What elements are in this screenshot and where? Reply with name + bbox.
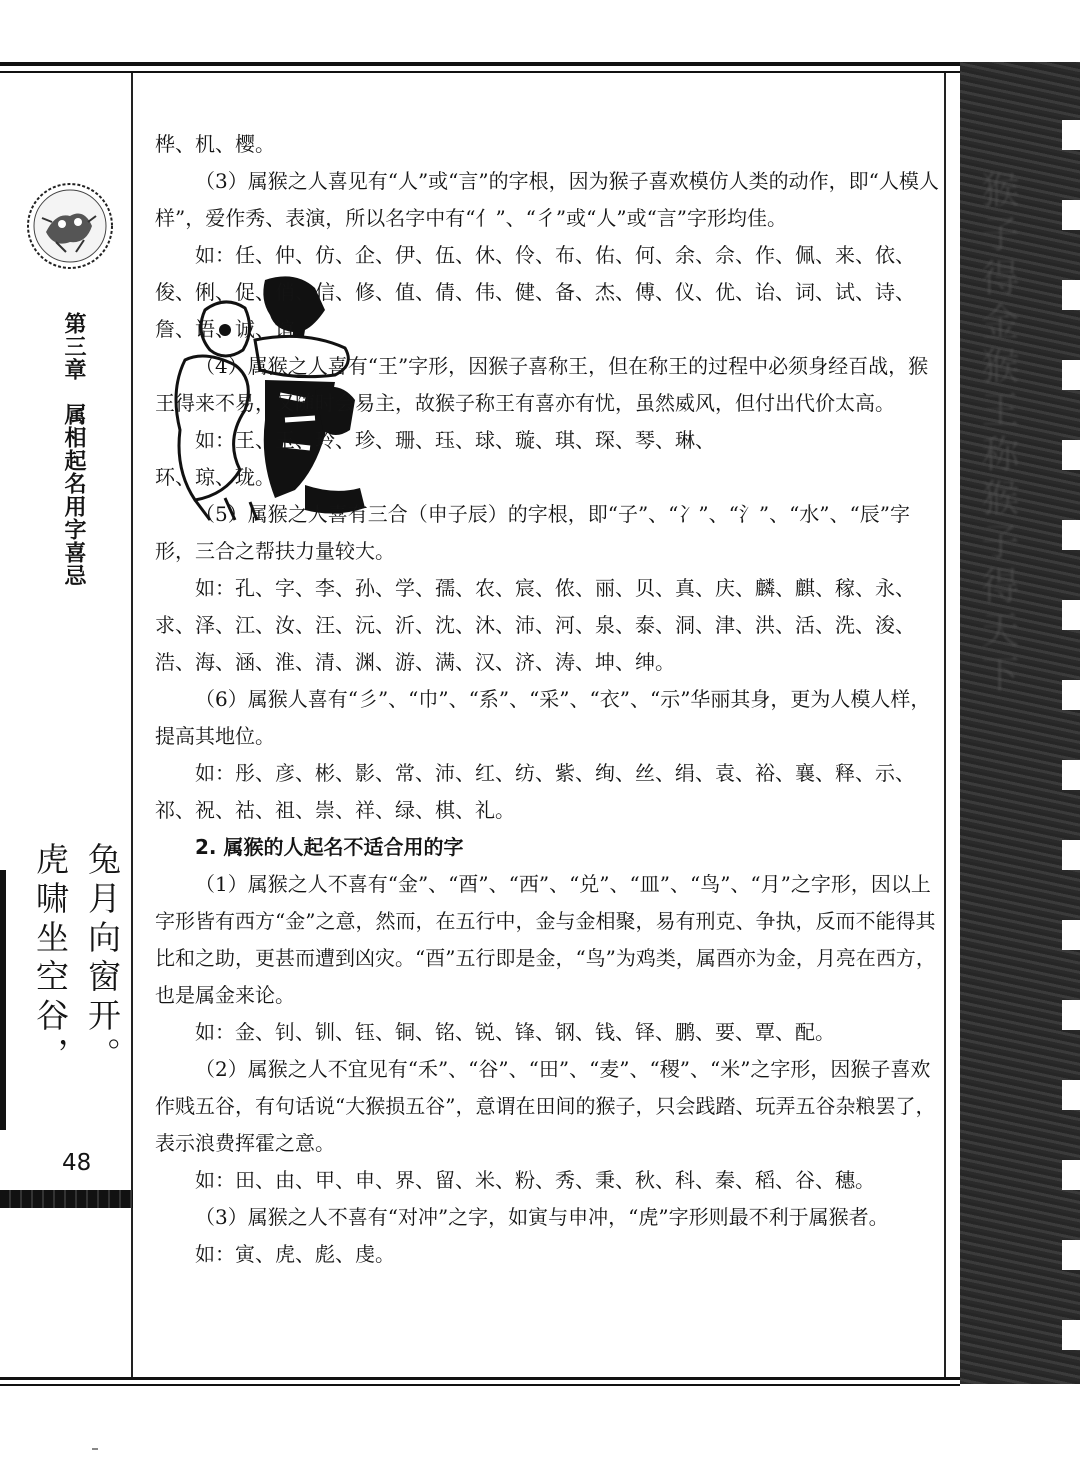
sprocket-hole <box>1062 1000 1080 1030</box>
top-rule-thin <box>0 71 960 73</box>
page-number-bar <box>0 1190 133 1208</box>
bottom-rule <box>0 1377 960 1380</box>
sprocket-hole <box>1062 1160 1080 1190</box>
sprocket-hole <box>1062 1080 1080 1110</box>
right-margin-line <box>944 73 946 1377</box>
left-margin-line <box>131 73 133 1377</box>
bottom-rule-thin <box>0 1384 960 1386</box>
main-text <box>155 126 940 1273</box>
avoid-examples-clash: 如：寅、虎、彪、虔。 <box>195 1242 395 1266</box>
chapter-tab <box>60 312 86 587</box>
sprocket-hole <box>1062 200 1080 230</box>
chapter-number: 第三章 <box>61 312 86 381</box>
examples-three-harmony: 如：孔、字、李、孙、学、孺、农、宸、侬、丽、贝、真、庆、麟、麒、稼、永、求、泽、江、汝、汪、沅、沂、沈、沐、沛、河、泉、泰、洞、津、洪、活、洗、浚、浩、海、涵、淮、清、渊、游、满、汉、济、涛、坤、绅。 <box>155 576 915 674</box>
scan-mark <box>92 1448 98 1450</box>
zodiac-emblem-icon <box>26 182 114 270</box>
film-strip-text: 猴子得金猴王称猴子得天下 <box>975 170 1019 698</box>
sprocket-hole <box>1062 520 1080 550</box>
chapter-title: 属相起名用字喜忌 <box>61 403 86 587</box>
text-continuation: 桦、机、樱。 <box>155 132 275 156</box>
poem-line-2: 虎啸坐空谷， <box>31 842 70 1076</box>
examples-ornament-radicals: 如：彤、彦、彬、影、常、沛、红、纺、紫、绚、丝、绢、袁、裕、襄、释、示、祁、祝、祜、祖、崇、祥、绿、棋、礼。 <box>155 761 915 822</box>
sprocket-hole <box>1062 440 1080 470</box>
sprocket-hole <box>1062 360 1080 390</box>
examples-king-radical-cont: 环、琼、珑。 <box>155 465 275 489</box>
examples-people-radical: 如：任、仲、仿、企、伊、伍、休、伶、布、佑、何、余、佘、作、佩、来、依、俊、俐、促、俏、信、修、值、倩、伟、健、备、杰、傅、仪、优、诒、词、试、诗、詹、语、诚、谊。 <box>155 243 915 341</box>
sprocket-hole <box>1062 840 1080 870</box>
poem-line-1: 兔月向窗开。 <box>83 842 122 1076</box>
avoid-examples-grain: 如：田、由、甲、申、界、留、米、粉、秀、秉、秋、科、秦、稻、谷、穗。 <box>195 1168 875 1192</box>
sprocket-hole <box>1062 680 1080 710</box>
avoid-1-metal: （1）属猴之人不喜有“金”、“酉”、“西”、“兑”、“皿”、“鸟”、“月”之字形，因以上字形皆有西方“金”之意，然而，在五行中，金与金相聚，易有刑克、争执，反而不能得其比和之助，更甚而遭到凶灾。“酉”五行即是金，“鸟”为鸡类，属酉亦为金，月亮在西方，也是属金来论。 <box>155 872 936 1007</box>
sprocket-hole <box>1062 760 1080 790</box>
sprocket-hole <box>1062 600 1080 630</box>
left-edge-bar <box>0 870 6 1130</box>
sprocket-hole <box>1062 120 1080 150</box>
sprocket-hole <box>1062 1320 1080 1350</box>
page-number: 48 <box>62 1150 92 1176</box>
sprocket-hole <box>1062 1240 1080 1270</box>
rule-4-king-radical: （4）属猴之人喜有“王”字形，因猴子喜称王，但在称王的过程中必须身经百战，猴王得来不易，又随时会易主，故猴子称王有喜亦有忧，虽然威风，但付出代价太高。 <box>155 354 929 415</box>
avoid-examples-metal: 如：金、钊、钏、钰、铜、铭、锐、锋、钢、钱、铎、鹏、要、覃、配。 <box>195 1020 835 1044</box>
top-rule <box>0 62 960 66</box>
rule-3-people-radical: （3）属猴之人喜见有“人”或“言”的字根，因为猴子喜欢模仿人类的动作，即“人模人样”，爱作秀、表演，所以名字中有“亻”、“彳”或“人”或“言”字形均佳。 <box>155 169 939 230</box>
sprocket-hole <box>1062 920 1080 950</box>
avoid-2-grain: （2）属猴之人不宜见有“禾”、“谷”、“田”、“麦”、“稷”、“米”之字形，因猴子喜欢作贱五谷，有句话说“大猴损五谷”，意谓在田间的猴子，只会践踏、玩弄五谷杂粮罢了，表示浪费挥霍之意。 <box>155 1057 936 1155</box>
examples-king-radical: 如：王、玉、玲、珍、珊、珏、球、璇、琪、琛、琴、琳、 <box>195 428 715 452</box>
rule-6-ornament-radicals: （6）属猴人喜有“彡”、“巾”、“系”、“采”、“衣”、“示”华丽其身，更为人模人样，提高其地位。 <box>155 687 931 748</box>
avoid-3-clash: （3）属猴之人不喜有“对冲”之字，如寅与申冲，“虎”字形则最不利于属猴者。 <box>195 1205 889 1229</box>
film-sprocket-holes <box>1062 62 1080 1384</box>
sprocket-hole <box>1062 280 1080 310</box>
rule-5-three-harmony: （5）属猴之人喜有三合（申子辰）的字根，即“子”、“冫”、“氵”、“水”、“辰”字形，三合之帮扶力量较大。 <box>155 502 910 563</box>
section-heading-unsuitable: 2. 属猴的人起名不适合用的字 <box>195 835 464 859</box>
